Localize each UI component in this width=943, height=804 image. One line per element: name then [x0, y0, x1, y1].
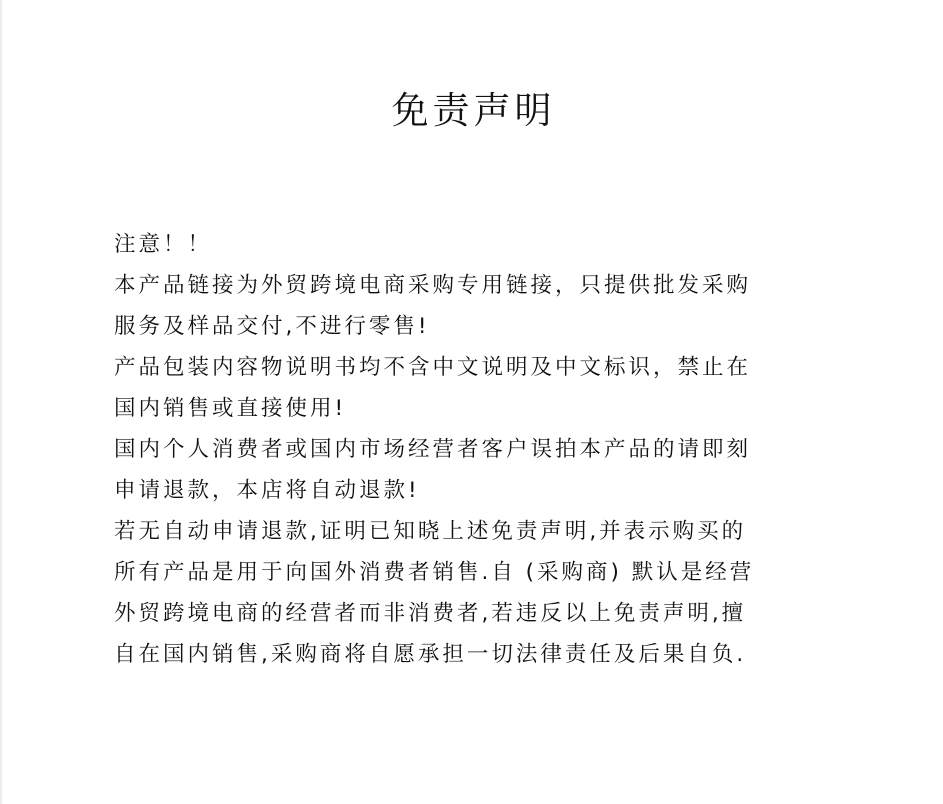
disclaimer-line-notice: 注意！！ [114, 232, 213, 257]
page-title: 免责声明 [391, 89, 556, 132]
disclaimer-line: 自在国内销售,采购商将自愿承担一切法律责任及后果自负. [114, 642, 747, 667]
disclaimer-line: 国内销售或直接使用! [114, 396, 347, 421]
disclaimer-line: 外贸跨境电商的经营者而非消费者,若违反以上免责声明,擅 [114, 601, 747, 626]
disclaimer-line: 申请退款，本店将自动退款! [114, 478, 420, 503]
disclaimer-line: 所有产品是用于向国外消费者销售.自 (采购商) 默认是经营 [114, 560, 755, 585]
disclaimer-line: 本产品链接为外贸跨境电商采购专用链接，只提供批发采购 [114, 273, 752, 298]
disclaimer-body [114, 224, 814, 675]
disclaimer-line: 服务及样品交付,不进行零售! [114, 314, 430, 339]
disclaimer-line: 若无自动申请退款,证明已知晓上述免责声明,并表示购买的 [114, 519, 747, 544]
disclaimer-line: 产品包装内容物说明书均不含中文说明及中文标识，禁止在 [114, 355, 752, 380]
disclaimer-line: 国内个人消费者或国内市场经营者客户误拍本产品的请即刻 [114, 437, 752, 462]
